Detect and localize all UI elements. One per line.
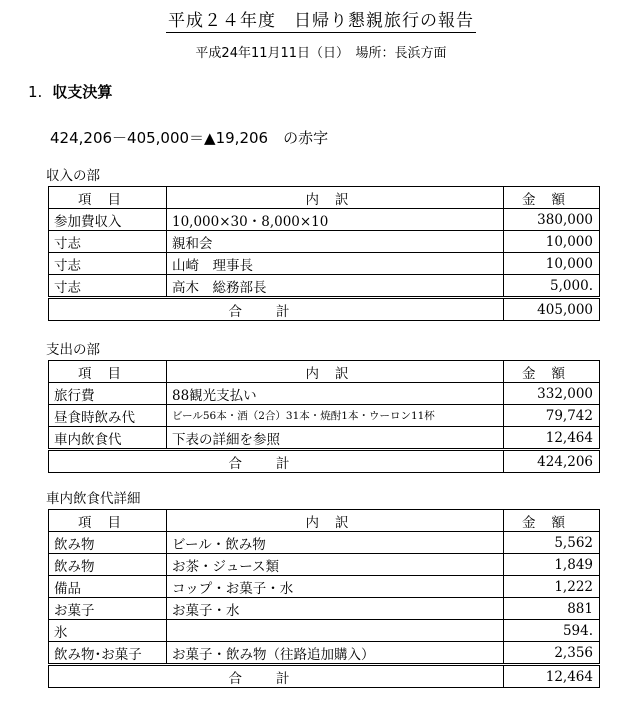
row-detail: 高木 総務部長 — [167, 275, 504, 298]
col-header-detail: 内訳 — [167, 510, 504, 532]
table-row — [49, 209, 600, 231]
row-item: 寸志 — [49, 253, 167, 275]
table-row — [49, 598, 600, 620]
row-amount: 1,849 — [504, 554, 600, 576]
row-amount: 10,000 — [504, 253, 600, 275]
row-item: 車内飲食代 — [49, 427, 167, 450]
onboard-table — [48, 509, 600, 688]
section-title: 収支決算 — [52, 83, 113, 101]
table-row — [49, 532, 600, 554]
total-label: 合計 — [49, 450, 504, 473]
row-item: 旅行費 — [49, 383, 167, 405]
row-detail: コップ・お菓子・水 — [167, 576, 504, 598]
row-item: 飲み物 — [49, 532, 167, 554]
balance-summary: 424,206－405,000＝▲19,206 の赤字 — [50, 129, 329, 147]
row-detail: お菓子・水 — [167, 598, 504, 620]
table-row — [49, 275, 600, 298]
total-row — [49, 298, 600, 321]
total-label: 合計 — [49, 298, 504, 321]
row-item: 寸志 — [49, 231, 167, 253]
row-item: 飲み物･お菓子 — [49, 642, 167, 665]
income-label: 収入の部 — [46, 168, 100, 184]
row-amount: 1,222 — [504, 576, 600, 598]
table-row — [49, 405, 600, 427]
table-header-row — [49, 361, 600, 383]
income-table — [48, 186, 600, 321]
row-amount: 5,000. — [504, 275, 600, 298]
row-detail: お菓子・飲み物（往路追加購入） — [167, 642, 504, 665]
total-amount: 405,000 — [504, 298, 600, 321]
row-amount: 332,000 — [504, 383, 600, 405]
section-heading — [28, 81, 112, 102]
col-header-item: 項目 — [49, 510, 167, 532]
table-row — [49, 554, 600, 576]
row-detail: 山崎 理事長 — [167, 253, 504, 275]
table-header-row — [49, 510, 600, 532]
onboard-label: 車内飲食代詳細 — [46, 491, 141, 507]
row-detail: 10,000×30・8,000×10 — [167, 209, 504, 231]
row-detail: お茶・ジュース類 — [167, 554, 504, 576]
row-item: 氷 — [49, 620, 167, 642]
expense-label: 支出の部 — [46, 342, 100, 358]
row-item: 備品 — [49, 576, 167, 598]
row-item: お菓子 — [49, 598, 167, 620]
col-header-item: 項目 — [49, 361, 167, 383]
total-amount: 424,206 — [504, 450, 600, 473]
section-number: 1. — [28, 83, 43, 101]
row-amount: 881 — [504, 598, 600, 620]
row-item: 昼食時飲み代 — [49, 405, 167, 427]
col-header-detail: 内訳 — [167, 187, 504, 209]
report-subtitle: 平成24年11月11日（日） 場所：長浜方面 — [195, 46, 447, 61]
row-detail: 親和会 — [167, 231, 504, 253]
expense-table — [48, 360, 600, 473]
row-detail — [167, 620, 504, 642]
row-amount: 594. — [504, 620, 600, 642]
row-amount: 79,742 — [504, 405, 600, 427]
table-row — [49, 642, 600, 665]
row-amount: 10,000 — [504, 231, 600, 253]
report-title: 平成２４年度 日帰り懇親旅行の報告 — [168, 11, 474, 31]
col-header-item: 項目 — [49, 187, 167, 209]
row-detail: 下表の詳細を参照 — [167, 427, 504, 450]
row-detail: ビール・飲み物 — [167, 532, 504, 554]
table-row — [49, 231, 600, 253]
col-header-detail: 内訳 — [167, 361, 504, 383]
table-row — [49, 620, 600, 642]
row-item: 飲み物 — [49, 554, 167, 576]
table-row — [49, 253, 600, 275]
row-item: 寸志 — [49, 275, 167, 298]
table-row — [49, 427, 600, 450]
col-header-amount: 金額 — [504, 187, 600, 209]
row-amount: 5,562 — [504, 532, 600, 554]
row-item: 参加費収入 — [49, 209, 167, 231]
row-amount: 12,464 — [504, 427, 600, 450]
col-header-amount: 金額 — [504, 361, 600, 383]
col-header-amount: 金額 — [504, 510, 600, 532]
table-header-row — [49, 187, 600, 209]
row-amount: 380,000 — [504, 209, 600, 231]
total-label: 合計 — [49, 665, 504, 688]
table-row — [49, 383, 600, 405]
row-detail: 88観光支払い — [167, 383, 504, 405]
row-detail: ビール56本・酒（2合）31本・焼酎1本・ウーロン11杯 — [167, 405, 504, 427]
row-amount: 2,356 — [504, 642, 600, 665]
total-amount: 12,464 — [504, 665, 600, 688]
total-row — [49, 665, 600, 688]
table-row — [49, 576, 600, 598]
total-row — [49, 450, 600, 473]
